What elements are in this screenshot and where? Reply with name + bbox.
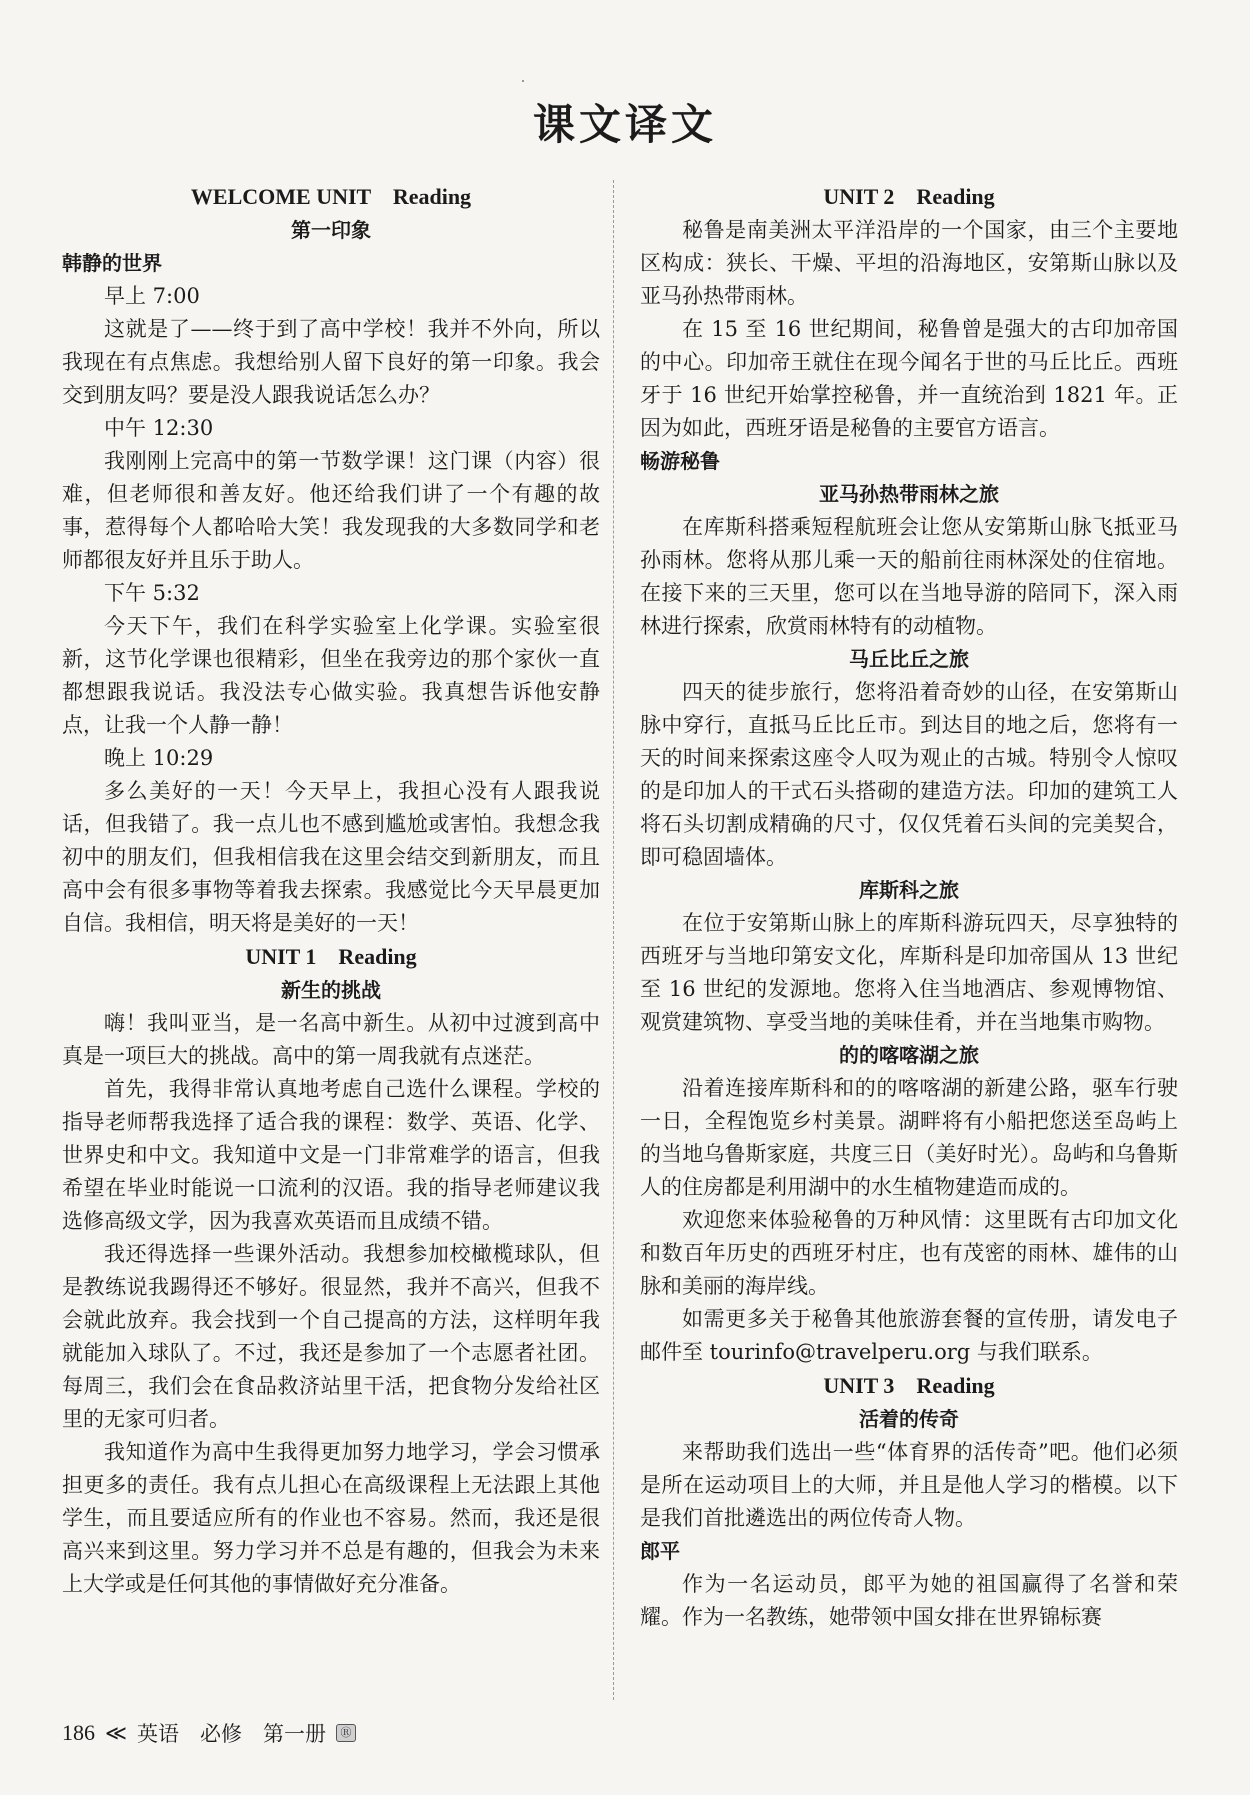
unit1-paragraph: 我知道作为高中生我得更加努力地学习，学会习惯承担更多的责任。我有点儿担心在高级课程上无法跟上其他学生，而且要适应所有的作业也不容易。然而，我还是很高兴来到这里。努力学习并不总是有趣的，但我会为未来上大学或是任何其他的事情做好充分准备。 [62, 1440, 600, 1596]
unit1-paragraph: 我还得选择一些课外活动。我想参加校橄榄球队，但是教练说我踢得还不够好。很显然，我并不高兴，但我不会就此放弃。我会找到一个自己提高的方法，这样明年我就能加入球队了。不过，我还是参加了一个志愿者社团。每周三，我们会在食品救济站里干活，把食物分发给社区里的无家可归者。 [62, 1242, 600, 1431]
diary-paragraph: 今天下午，我们在科学实验室上化学课。实验室很新，这节化学课也很精彩，但坐在我旁边的那个家伙一直都想跟我说话。我没法专心做实验。我真想告诉他安静点，让我一个人静一静！ [62, 614, 600, 737]
diary-paragraph: 我刚刚上完高中的第一节数学课！这门课（内容）很难，但老师很和善友好。他还给我们讲了一个有趣的故事，惹得每个人都哈哈大笑！我发现我的大多数同学和老师都很友好并且乐于助人。 [62, 449, 600, 572]
unit2-paragraph: 在 15 至 16 世纪期间，秘鲁曾是强大的古印加帝国的中心。印加帝王就住在现今闻名于世的马丘比丘。西班牙于 16 世纪开始掌控秘鲁，并一直统治到 1821 年。正因为如此，西班牙语是秘鲁的主要官方语言。 [640, 317, 1178, 440]
unit3-subheading: 活着的传奇 [859, 1407, 959, 1431]
unit1-heading: UNIT 1 Reading [245, 944, 417, 969]
unit3-side-heading: 郎平 [640, 1539, 680, 1563]
unit1-body [62, 1007, 600, 1601]
page-footer [62, 1718, 356, 1748]
right-column [640, 180, 1178, 1634]
left-column [62, 180, 600, 1601]
welcome-subheading: 第一印象 [291, 218, 371, 242]
publisher-mark-icon: Ⓡ [336, 1724, 356, 1742]
tour-paragraph: 四天的徒步旅行，您将沿着奇妙的山径，在安第斯山脉中穿行，直抵马丘比丘市。到达目的地之后，您将有一天的时间来探索这座令人叹为观止的古城。特别令人惊叹的是印加人的干式石头搭砌的建造方法。印加的建筑工人将石头切割成精确的尺寸，仅仅凭着石头间的完美契合，即可稳固墙体。 [640, 680, 1178, 869]
unit1-subheading: 新生的挑战 [281, 978, 381, 1002]
welcome-body [62, 280, 600, 940]
diary-time: 中午 12:30 [104, 416, 214, 440]
tour-title: 库斯科之旅 [859, 878, 959, 902]
welcome-unit-heading: WELCOME UNIT Reading [190, 184, 472, 209]
book-title: 英语 必修 第一册 [136, 1722, 326, 1746]
tour-list [640, 478, 1178, 1204]
unit1-paragraph: 嗨！我叫亚当，是一名高中新生。从初中过渡到高中真是一项巨大的挑战。高中的第一周我就有点迷茫。 [62, 1011, 600, 1068]
unit2-heading: UNIT 2 Reading [823, 184, 995, 209]
column-divider [613, 180, 614, 1700]
unit3-body: 作为一名运动员，郎平为她的祖国赢得了名誉和荣耀。作为一名教练，她带领中国女排在世界锦标赛 [640, 1572, 1178, 1629]
tour-paragraph: 沿着连接库斯科和的的喀喀湖的新建公路，驱车行驶一日，全程饱览乡村美景。湖畔将有小船把您送至岛屿上的当地乌鲁斯家庭，共度三日（美好时光）。岛屿和乌鲁斯人的住房都是利用湖中的水生植物建造而成的。 [640, 1076, 1178, 1199]
unit1-paragraph: 首先，我得非常认真地考虑自己选什么课程。学校的指导老师帮我选择了适合我的课程：数学、英语、化学、世界史和中文。我知道中文是一门非常难学的语言，但我希望在毕业时能说一口流利的汉语。我的指导老师建议我选修高级文学，因为我喜欢英语而且成绩不错。 [62, 1077, 600, 1233]
tour-paragraph: 在位于安第斯山脉上的库斯科游玩四天，尽享独特的西班牙与当地印第安文化，库斯科是印加帝国从 13 世纪至 16 世纪的发源地。您将入住当地酒店、参观博物馆、观赏建筑物、享受当地的美味佳肴，并在当地集市购物。 [640, 911, 1178, 1034]
diary-time: 晚上 10:29 [104, 746, 214, 770]
unit2-intro [640, 214, 1178, 445]
unit3-heading: UNIT 3 Reading [823, 1373, 995, 1398]
unit2-outro [640, 1204, 1178, 1369]
welcome-side-heading: 韩静的世界 [62, 251, 162, 275]
tour-title: 的的喀喀湖之旅 [839, 1043, 979, 1067]
unit2-paragraph: 欢迎您来体验秘鲁的万种风情：这里既有古印加文化和数百年历史的西班牙村庄，也有茂密的雨林、雄伟的山脉和美丽的海岸线。 [640, 1208, 1178, 1298]
unit2-paragraph: 秘鲁是南美洲太平洋沿岸的一个国家，由三个主要地区构成：狭长、干燥、平坦的沿海地区，安第斯山脉以及亚马孙热带雨林。 [640, 218, 1178, 308]
tour-title: 亚马孙热带雨林之旅 [819, 482, 999, 506]
unit2-paragraph: 如需更多关于秘鲁其他旅游套餐的宣传册，请发电子邮件至 tourinfo@travelperu.org 与我们联系。 [640, 1307, 1178, 1364]
double-arrow-icon: ≪ [105, 1721, 127, 1745]
diary-paragraph: 这就是了——终于到了高中学校！我并不外向，所以我现在有点焦虑。我想给别人留下良好的第一印象。我会交到朋友吗？要是没人跟我说话怎么办？ [62, 317, 600, 407]
diary-paragraph: 多么美好的一天！今天早上，我担心没有人跟我说话，但我错了。我一点儿也不感到尴尬或害怕。我想念我初中的朋友们，但我相信我在这里会结交到新朋友，而且高中会有很多事物等着我去探索。我感觉比今天早晨更加自信。我相信，明天将是美好的一天！ [62, 779, 600, 935]
tour-paragraph: 在库斯科搭乘短程航班会让您从安第斯山脉飞抵亚马孙雨林。您将从那儿乘一天的船前往雨林深处的住宿地。在接下来的三天里，您可以在当地导游的陪同下，深入雨林进行探索，欣赏雨林特有的动植物。 [640, 515, 1178, 638]
page-dot [522, 80, 524, 82]
unit3-intro: 来帮助我们选出一些“体育界的活传奇”吧。他们必须是所在运动项目上的大师，并且是他人学习的楷模。以下是我们首批遴选出的两位传奇人物。 [640, 1440, 1178, 1530]
unit2-side-heading: 畅游秘鲁 [640, 449, 720, 473]
diary-time: 下午 5:32 [104, 581, 200, 605]
diary-time: 早上 7:00 [104, 284, 200, 308]
page-number: 186 [62, 1720, 95, 1745]
page-title: 课文译文 [532, 100, 717, 149]
tour-title: 马丘比丘之旅 [849, 647, 969, 671]
